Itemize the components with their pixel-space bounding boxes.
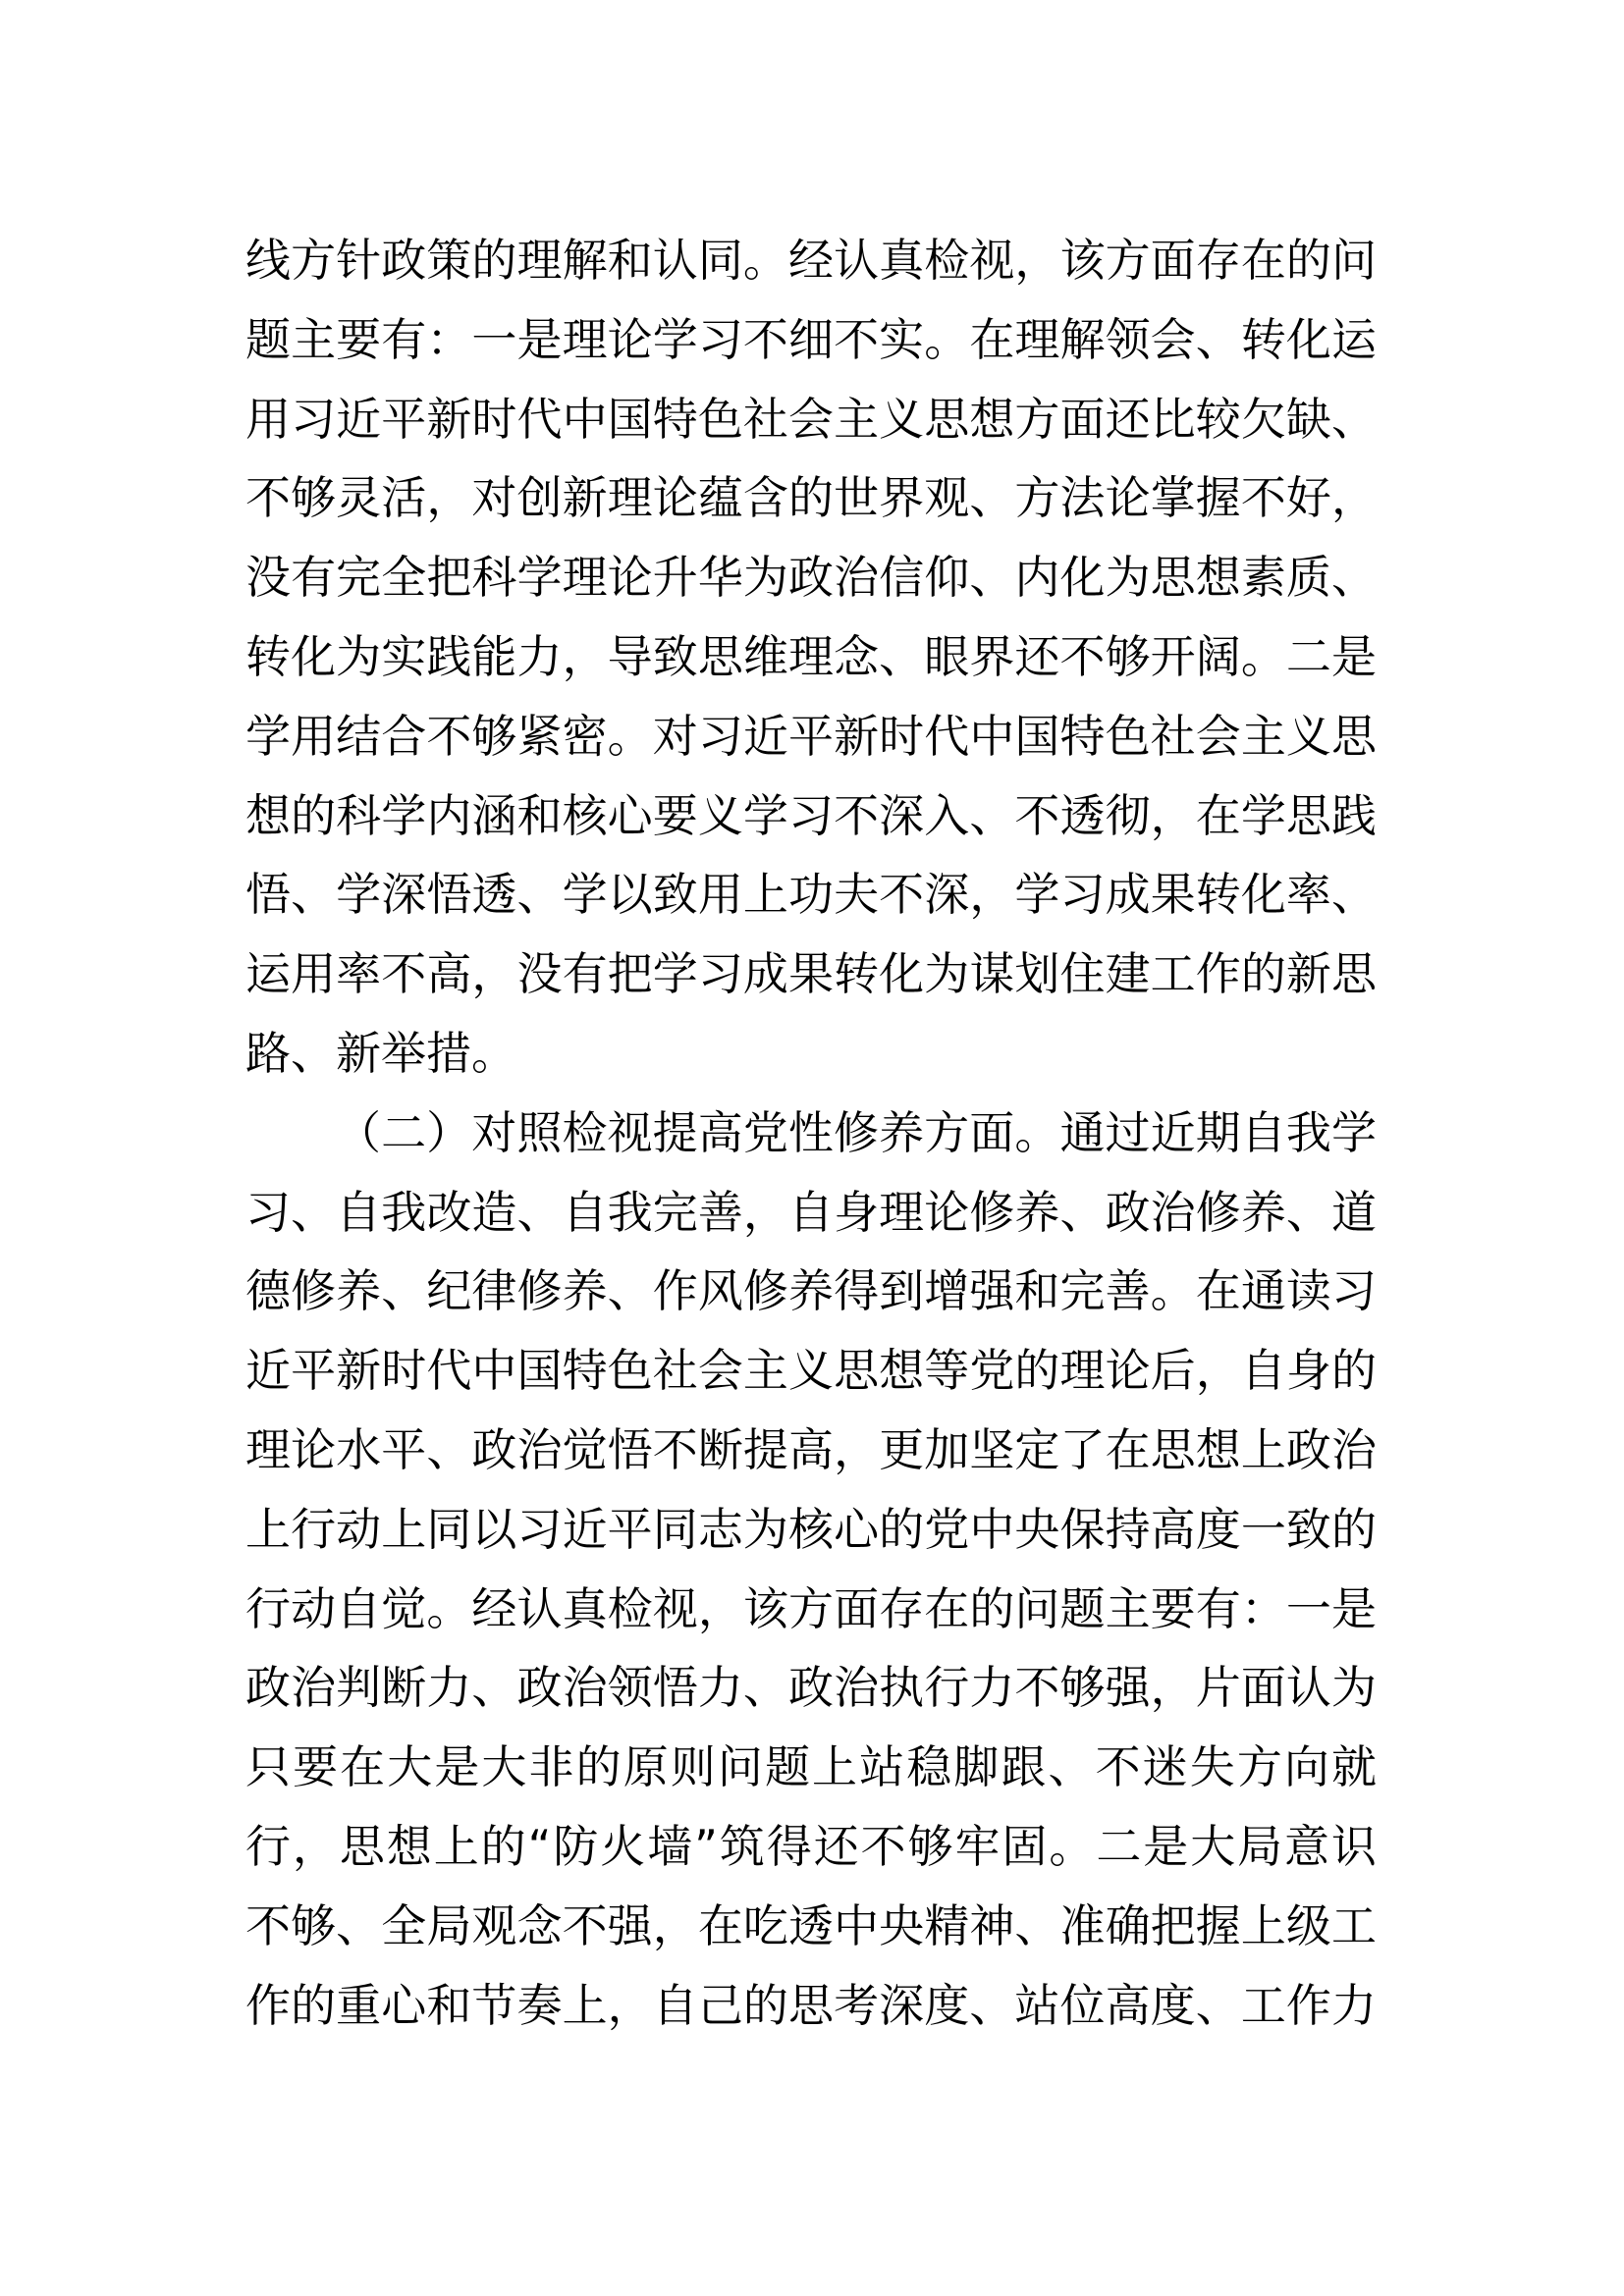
text-line: 近平新时代中国特色社会主义思想等党的理论后，自身的: [245, 1344, 1377, 1398]
text-line: 习、自我改造、自我完善，自身理论修养、政治修养、道: [245, 1185, 1377, 1239]
text-line: 线方针政策的理解和认同。经认真检视，该方面存在的问: [245, 234, 1377, 287]
text-line: 转化为实践能力，导致思维理念、眼界还不够开阔。二是: [245, 629, 1377, 683]
paragraph: [245, 1094, 1377, 2046]
text-line: 理论水平、政治觉悟不断提高，更加坚定了在思想上政治: [245, 1422, 1377, 1476]
text-line: 行，思想上的“防火墙”筑得还不够牢固。二是大局意识: [245, 1819, 1377, 1873]
text-line: （二）对照检视提高党性修养方面。通过近期自我学: [336, 1105, 1377, 1159]
text-line: 没有完全把科学理论升华为政治信仰、内化为思想素质、: [245, 551, 1377, 605]
text-line: 用习近平新时代中国特色社会主义思想方面还比较欠缺、: [245, 392, 1377, 446]
text-line: 路、新举措。: [245, 1026, 516, 1080]
text-line: 不够灵活，对创新理论蕴含的世界观、方法论掌握不好，: [245, 471, 1377, 525]
text-line: 行动自觉。经认真检视，该方面存在的问题主要有：一是: [245, 1581, 1377, 1635]
text-line: 悟、学深悟透、学以致用上功夫不深，学习成果转化率、: [245, 868, 1377, 922]
text-line: 不够、全局观念不强，在吃透中央精神、准确把握上级工: [245, 1898, 1377, 1952]
text-line: 想的科学内涵和核心要义学习不深入、不透彻，在学思践: [245, 788, 1377, 842]
text-line: 德修养、纪律修养、作风修养得到增强和完善。在通读习: [245, 1264, 1377, 1318]
text-line: 题主要有：一是理论学习不细不实。在理解领会、转化运: [245, 312, 1377, 366]
document-body: [245, 221, 1377, 2045]
text-line: 运用率不高，没有把学习成果转化为谋划住建工作的新思: [245, 947, 1377, 1001]
text-line: 只要在大是大非的原则问题上站稳脚跟、不迷失方向就: [245, 1740, 1377, 1794]
text-line: 上行动上同以习近平同志为核心的党中央保持高度一致的: [245, 1502, 1377, 1556]
text-line: 学用结合不够紧密。对习近平新时代中国特色社会主义思: [245, 709, 1377, 763]
text-line: 政治判断力、政治领悟力、政治执行力不够强，片面认为: [245, 1661, 1377, 1715]
text-line: 作的重心和节奏上，自己的思考深度、站位高度、工作力: [245, 1978, 1377, 2032]
paragraph: [245, 221, 1377, 1094]
